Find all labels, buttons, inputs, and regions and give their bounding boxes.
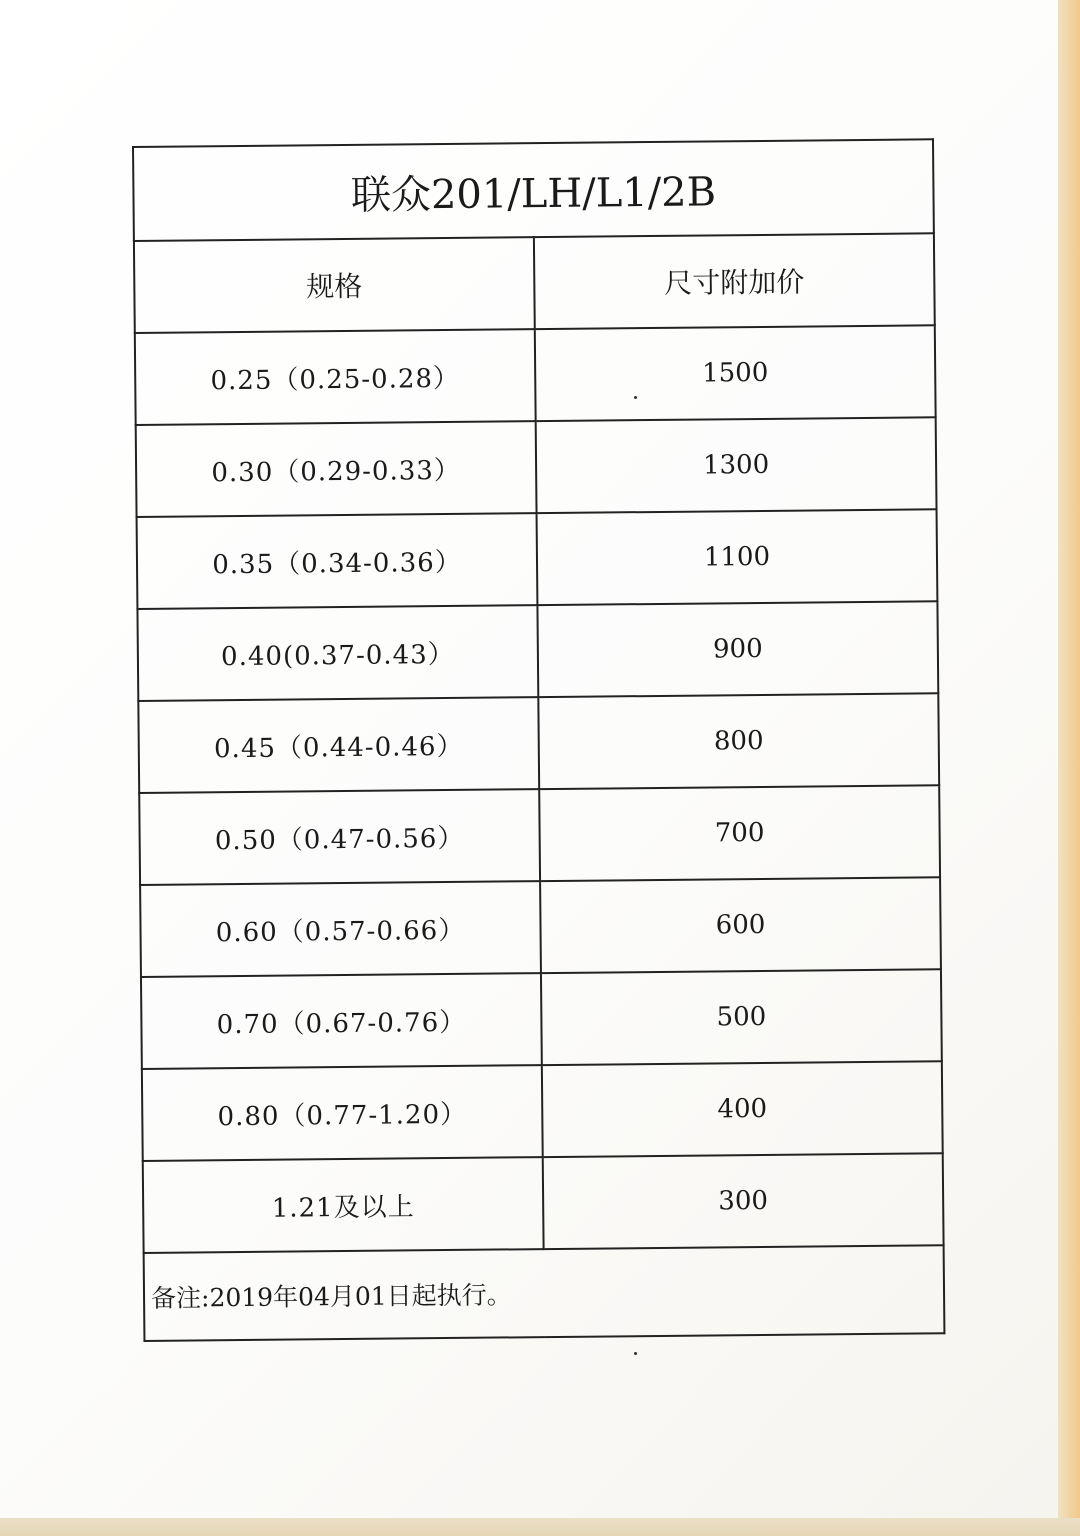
spec-cell: 1.21及以上 xyxy=(143,1157,544,1253)
spec-cell: 0.30（0.29-0.33） xyxy=(136,421,537,517)
table-title: 联众201/LH/L1/2B xyxy=(133,139,934,241)
table-row xyxy=(137,509,938,609)
header-row xyxy=(134,233,935,333)
spec-cell: 0.40(0.37-0.43） xyxy=(137,605,538,701)
header-spec: 规格 xyxy=(134,237,535,333)
background-edge-bottom xyxy=(0,1518,1080,1536)
table-row xyxy=(135,325,936,425)
table-row xyxy=(140,877,941,977)
price-cell: 600 xyxy=(540,877,941,973)
price-cell: 500 xyxy=(541,969,942,1065)
title-row xyxy=(133,139,934,241)
spec-cell: 0.45（0.44-0.46） xyxy=(138,697,539,793)
spec-cell: 0.50（0.47-0.56） xyxy=(139,789,540,885)
table-row xyxy=(139,785,940,885)
price-cell: 1300 xyxy=(536,417,937,513)
ink-speck xyxy=(634,396,637,399)
price-cell: 1500 xyxy=(535,325,936,421)
note-text: 备注:2019年04月01日起执行。 xyxy=(144,1245,945,1341)
spec-cell: 0.80（0.77-1.20） xyxy=(142,1065,543,1161)
ink-speck xyxy=(634,1352,637,1355)
header-price: 尺寸附加价 xyxy=(534,233,935,329)
spec-cell: 0.35（0.34-0.36） xyxy=(137,513,538,609)
spec-cell: 0.70（0.67-0.76） xyxy=(141,973,542,1069)
table-row xyxy=(141,969,942,1069)
price-cell: 300 xyxy=(543,1153,944,1249)
spec-cell: 0.60（0.57-0.66） xyxy=(140,881,541,977)
table-row xyxy=(142,1061,943,1161)
background-edge-right xyxy=(1058,0,1080,1536)
price-cell: 900 xyxy=(537,601,938,697)
table-row xyxy=(137,601,938,701)
table-row xyxy=(138,693,939,793)
price-cell: 700 xyxy=(539,785,940,881)
price-cell: 800 xyxy=(538,693,939,789)
table-row xyxy=(136,417,937,517)
price-cell: 1100 xyxy=(537,509,938,605)
note-row xyxy=(144,1245,945,1341)
table-row xyxy=(143,1153,944,1253)
price-table xyxy=(132,138,945,1342)
price-cell: 400 xyxy=(542,1061,943,1157)
spec-cell: 0.25（0.25-0.28） xyxy=(135,329,536,425)
